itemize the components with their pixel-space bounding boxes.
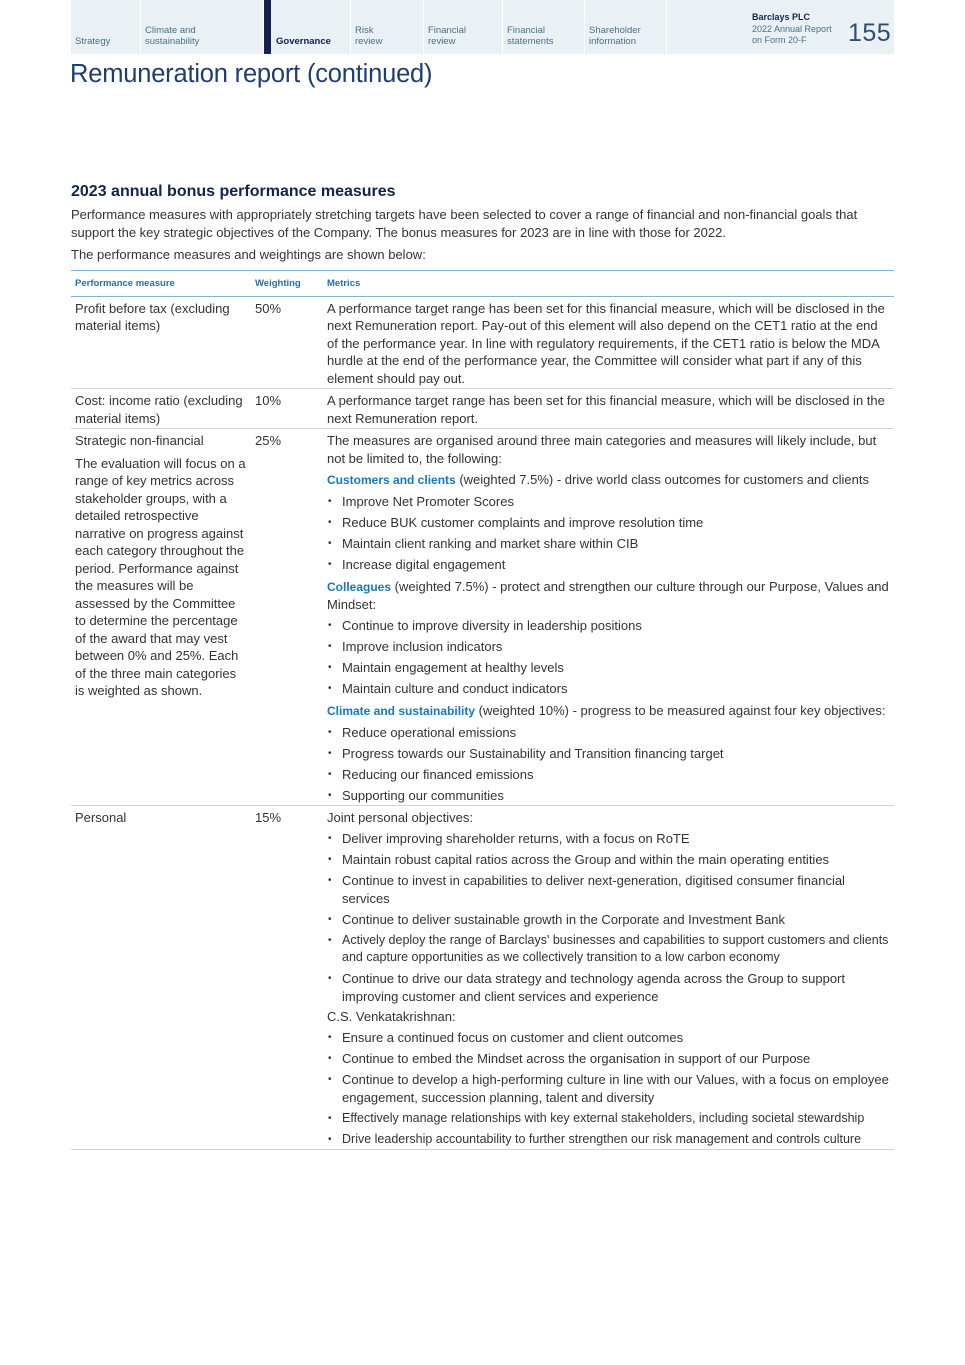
list-item: • Supporting our communities bbox=[327, 787, 890, 805]
list-item: • Continue to develop a high-performing culture in line with our Values, with a focus on employee engagement, succession planning, talent and diversity bbox=[327, 1071, 890, 1106]
measure-name: Strategic non-financial bbox=[75, 433, 204, 448]
list-item: • Progress towards our Sustainability and Transition financing target bbox=[327, 745, 890, 763]
list-item: • Continue to deliver sustainable growth in the Corporate and Investment Bank bbox=[327, 911, 890, 929]
metrics-cell bbox=[323, 806, 894, 1150]
brand-name: Barclays PLC bbox=[752, 12, 811, 22]
nav-tab-shareholder-info[interactable]: Shareholder information bbox=[585, 0, 667, 54]
weighting-cell: 50% bbox=[251, 296, 323, 389]
list-item: • Continue to improve diversity in leadership positions bbox=[327, 617, 890, 635]
intro-paragraph: Performance measures with appropriately stretching targets have been selected to cover a range of financial and non-financial goals that support the key strategic objectives of the Company. The bonus measures for 2023 are in line with those for 2022. bbox=[71, 207, 858, 240]
category-list bbox=[327, 724, 890, 805]
column-header-weighting: Weighting bbox=[251, 271, 323, 297]
metrics-intro: The measures are organised around three main categories and measures will likely include, but not be limited to, the following: bbox=[327, 433, 877, 466]
nav-tab-strategy[interactable]: Strategy bbox=[71, 0, 141, 54]
table-row-cost-income-ratio bbox=[71, 389, 894, 429]
page-number: 155 bbox=[848, 19, 892, 47]
table-row-profit-before-tax bbox=[71, 296, 894, 389]
list-item: • Continue to drive our data strategy and technology agenda across the Group to support improving customer and client services and experience bbox=[327, 970, 890, 1005]
metrics-cell: A performance target range has been set for this financial measure, which will be disclosed in the next Remuneration report. Pay-out of this element will also depend on the CET1 ratio at the end of the performance year. In line with regulatory requirements, if the CET1 ratio is below the MDA hurdle at the end of the performance year, the Committee will consider what part if any of this element should pay out. bbox=[323, 296, 894, 389]
list-item: • Improve inclusion indicators bbox=[327, 638, 890, 656]
report-brand bbox=[752, 12, 832, 47]
category-list bbox=[327, 617, 890, 698]
weighting-cell: 25% bbox=[251, 429, 323, 806]
list-item: • Maintain client ranking and market share within CIB bbox=[327, 535, 890, 553]
brand-report-form: on Form 20-F bbox=[752, 35, 807, 45]
nav-tab-governance[interactable]: Governance bbox=[264, 0, 351, 54]
list-item: • Reducing our financed emissions bbox=[327, 766, 890, 784]
list-item: • Deliver improving shareholder returns, with a focus on RoTE bbox=[327, 830, 890, 848]
nav-tab-financial-review[interactable]: Financial review bbox=[424, 0, 503, 54]
intro-paragraph: The performance measures and weightings are shown below: bbox=[71, 247, 426, 262]
joint-objectives-list bbox=[327, 830, 890, 1005]
list-item: • Ensure a continued focus on customer and client outcomes bbox=[327, 1029, 890, 1047]
category-name: Customers and clients bbox=[327, 473, 456, 487]
individual-objectives-list bbox=[327, 1029, 890, 1148]
list-item: • Continue to invest in capabilities to deliver next-generation, digitised consumer financial services bbox=[327, 872, 890, 907]
measure-cell: Personal bbox=[71, 806, 251, 1150]
list-item: • Reduce BUK customer complaints and improve resolution time bbox=[327, 514, 890, 532]
list-item: • Improve Net Promoter Scores bbox=[327, 493, 890, 511]
category-desc: (weighted 7.5%) - protect and strengthen our culture through our Purpose, Values and Mindset: bbox=[327, 578, 889, 612]
category-climate bbox=[327, 702, 890, 721]
table-header-row bbox=[71, 271, 894, 297]
measure-note: The evaluation will focus on a range of key metrics across stakeholder groups, with a detailed retrospective narrative on progress against each category throughout the period. Performance against the measures will be assessed by the Committee to determine the percentage of the award that may vest between 0% and 25%. Each of the three main categories is weighted as shown. bbox=[75, 455, 246, 698]
nav-tab-climate[interactable]: Climate and sustainability bbox=[141, 0, 264, 54]
section-heading: 2023 annual bonus performance measures bbox=[71, 183, 396, 200]
list-item: • Reduce operational emissions bbox=[327, 724, 890, 742]
table-row-strategic-non-financial bbox=[71, 429, 894, 806]
list-item: • Drive leadership accountability to further strengthen our risk management and controls culture bbox=[327, 1131, 890, 1149]
column-header-measure: Performance measure bbox=[71, 271, 251, 297]
category-name: Colleagues bbox=[327, 579, 392, 594]
joint-objectives-heading: Joint personal objectives: bbox=[327, 810, 473, 825]
metrics-cell: A performance target range has been set for this financial measure, which will be disclosed in the next Remuneration report. bbox=[323, 389, 894, 429]
nav-tab-financial-statements[interactable]: Financial statements bbox=[503, 0, 585, 54]
list-item: • Maintain culture and conduct indicators bbox=[327, 680, 890, 698]
page-title: Remuneration report (continued) bbox=[70, 60, 433, 88]
column-header-metrics: Metrics bbox=[323, 271, 894, 297]
list-item: • Continue to embed the Mindset across the organisation in support of our Purpose bbox=[327, 1050, 890, 1068]
table-row-personal bbox=[71, 806, 894, 1150]
metrics-cell bbox=[323, 429, 894, 806]
measure-cell bbox=[71, 429, 251, 806]
list-item: • Increase digital engagement bbox=[327, 556, 890, 574]
category-desc: (weighted 7.5%) - drive world class outcomes for customers and clients bbox=[455, 472, 869, 487]
category-list bbox=[327, 493, 890, 574]
category-customers bbox=[327, 471, 890, 490]
weighting-cell: 15% bbox=[251, 806, 323, 1150]
category-colleagues bbox=[327, 578, 890, 614]
performance-measures-table bbox=[71, 270, 894, 1150]
measure-cell: Profit before tax (excluding material items) bbox=[71, 296, 251, 389]
nav-tab-risk-review[interactable]: Risk review bbox=[351, 0, 424, 54]
individual-objectives-heading: C.S. Venkatakrishnan: bbox=[327, 1009, 456, 1024]
list-item: • Actively deploy the range of Barclays' businesses and capabilities to support customers and clients and capture opportunities as we collectively transition to a low carbon economy bbox=[327, 932, 890, 967]
weighting-cell: 10% bbox=[251, 389, 323, 429]
list-item: • Maintain engagement at healthy levels bbox=[327, 659, 890, 677]
measure-cell: Cost: income ratio (excluding material items) bbox=[71, 389, 251, 429]
list-item: • Maintain robust capital ratios across the Group and within the main operating entities bbox=[327, 851, 890, 869]
list-item: • Effectively manage relationships with key external stakeholders, including societal stewardship bbox=[327, 1110, 890, 1128]
brand-report-title: 2022 Annual Report bbox=[752, 23, 832, 34]
intro-text bbox=[71, 206, 894, 264]
category-desc: (weighted 10%) - progress to be measured against four key objectives: bbox=[475, 702, 886, 718]
category-name: Climate and sustainability bbox=[327, 703, 476, 718]
